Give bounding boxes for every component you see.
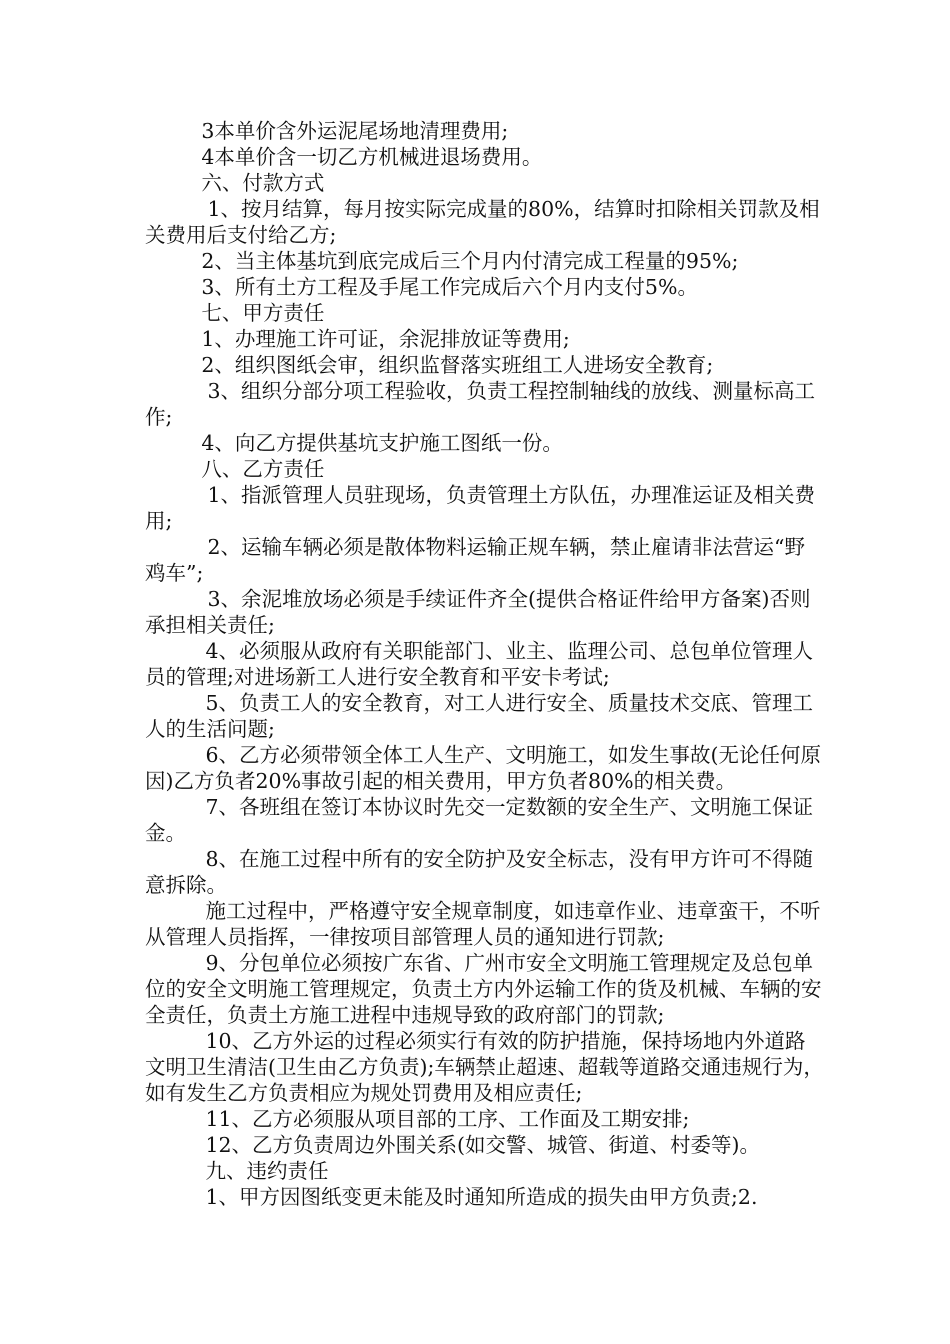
paragraph-unit-price-4: 4本单价含一切乙方机械进退场费用。 bbox=[201, 145, 543, 169]
paragraph-payment-3: 3、所有土方工程及手尾工作完成后六个月内支付5%。 bbox=[201, 275, 698, 299]
paragraph-party-a-4: 4、向乙方提供基坑支护施工图纸一份。 bbox=[201, 431, 563, 455]
paragraph-party-b-5: 5、负责工人的安全教育，对工人进行安全、质量技术交底、管理工人的生活问题; bbox=[145, 691, 814, 741]
paragraph-party-b-9: 9、分包单位必须按广东省、广州市安全文明施工管理规定及总包单位的安全文明施工管理规定，负责土方内外运输工作的货及机械、车辆的安全责任，负责土方施工进程中违规导致的政府部门的罚款; bbox=[145, 951, 822, 1027]
paragraph-unit-price-3: 3本单价含外运泥尾场地清理费用; bbox=[201, 119, 509, 143]
paragraph-party-b-6: 6、乙方必须带领全体工人生产、文明施工，如发生事故(无论任何原因)乙方负者20%事故引起的相关费用，甲方负者80%的相关费。 bbox=[145, 743, 822, 793]
paragraph-party-b-2: 2、运输车辆必须是散体物料运输正规车辆，禁止雇请非法营运“野鸡车”; bbox=[145, 535, 806, 585]
section-heading-breach: 九、违约责任 bbox=[205, 1159, 329, 1183]
section-heading-party-a: 七、甲方责任 bbox=[201, 301, 325, 325]
document-body bbox=[145, 118, 825, 1210]
paragraph-party-b-safety-rules: 施工过程中，严格遵守安全规章制度，如违章作业、违章蛮干，不听从管理人员指挥，一律按项目部管理人员的通知进行罚款; bbox=[145, 899, 821, 949]
paragraph-party-b-11: 11、乙方必须服从项目部的工序、工作面及工期安排; bbox=[205, 1107, 690, 1131]
paragraph-party-b-7: 7、各班组在签订本协议时先交一定数额的安全生产、文明施工保证金。 bbox=[145, 795, 814, 845]
paragraph-payment-1: 1、按月结算，每月按实际完成量的80%，结算时扣除相关罚款及相关费用后支付给乙方; bbox=[145, 197, 820, 247]
paragraph-party-a-3: 3、组织分部分项工程验收，负责工程控制轴线的放线、测量标高工作; bbox=[145, 379, 816, 429]
paragraph-breach-1: 1、甲方因图纸变更未能及时通知所造成的损失由甲方负责;2. bbox=[205, 1185, 758, 1209]
section-heading-payment: 六、付款方式 bbox=[201, 171, 325, 195]
paragraph-party-b-1: 1、指派管理人员驻现场，负责管理土方队伍，办理准运证及相关费用; bbox=[145, 483, 816, 533]
paragraph-party-b-12: 12、乙方负责周边外围关系(如交警、城管、街道、村委等)。 bbox=[205, 1133, 761, 1157]
paragraph-party-a-1: 1、办理施工许可证，余泥排放证等费用; bbox=[201, 327, 570, 351]
paragraph-party-a-2: 2、组织图纸会审，组织监督落实班组工人进场安全教育; bbox=[201, 353, 714, 377]
paragraph-party-b-8: 8、在施工过程中所有的安全防护及安全标志，没有甲方许可不得随意拆除。 bbox=[145, 847, 814, 897]
paragraph-party-b-10: 10、乙方外运的过程必须实行有效的防护措施，保持场地内外道路文明卫生清洁(卫生由乙方负责);车辆禁止超速、超载等道路交通违规行为，如有发生乙方负责相应为规处罚费用及相应责任; bbox=[145, 1029, 824, 1105]
paragraph-payment-2: 2、当主体基坑到底完成后三个月内付清完成工程量的95%; bbox=[201, 249, 739, 273]
paragraph-party-b-4: 4、必须服从政府有关职能部门、业主、监理公司、总包单位管理人员的管理;对进场新工人进行安全教育和平安卡考试; bbox=[145, 639, 814, 689]
section-heading-party-b: 八、乙方责任 bbox=[201, 457, 325, 481]
paragraph-party-b-3: 3、余泥堆放场必须是手续证件齐全(提供合格证件给甲方备案)否则承担相关责任; bbox=[145, 587, 811, 637]
